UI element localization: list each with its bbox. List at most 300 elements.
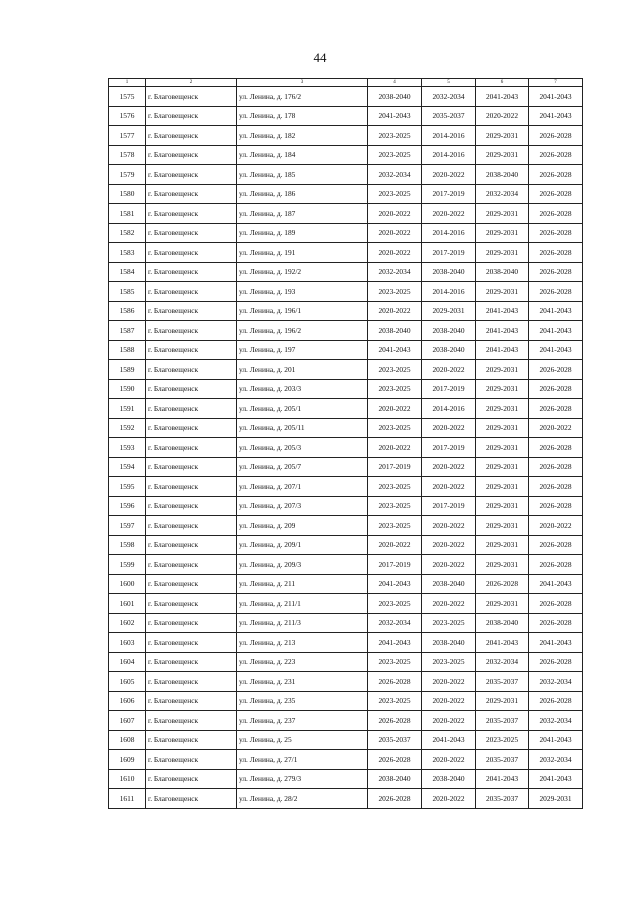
address-cell: ул. Ленина, д. 209/1: [237, 535, 368, 555]
row-number: 1593: [109, 438, 146, 458]
period-cell-7: 2041-2043: [529, 106, 583, 126]
period-cell-7: 2020-2022: [529, 516, 583, 536]
table-row: [109, 360, 583, 380]
row-number: 1611: [109, 789, 146, 809]
address-cell: ул. Ленина, д. 176/2: [237, 87, 368, 107]
period-cell-4: 2020-2022: [368, 301, 422, 321]
address-cell: ул. Ленина, д. 185: [237, 165, 368, 185]
period-cell-4: 2041-2043: [368, 340, 422, 360]
address-cell: ул. Ленина, д. 197: [237, 340, 368, 360]
period-cell-7: 2041-2043: [529, 321, 583, 341]
period-cell-5: 2038-2040: [422, 321, 476, 341]
address-cell: ул. Ленина, д. 213: [237, 633, 368, 653]
table-row: [109, 789, 583, 809]
table-row: [109, 87, 583, 107]
period-cell-6: 2029-2031: [476, 477, 529, 497]
period-cell-6: 2032-2034: [476, 652, 529, 672]
address-cell: ул. Ленина, д. 209/3: [237, 555, 368, 575]
period-cell-4: 2032-2034: [368, 262, 422, 282]
period-cell-5: 2020-2022: [422, 165, 476, 185]
period-cell-6: 2029-2031: [476, 204, 529, 224]
period-cell-5: 2020-2022: [422, 516, 476, 536]
city-cell: г. Благовещенск: [146, 769, 237, 789]
column-number-4: 4: [368, 79, 422, 87]
period-cell-4: 2026-2028: [368, 750, 422, 770]
period-cell-4: 2023-2025: [368, 184, 422, 204]
period-cell-5: 2020-2022: [422, 204, 476, 224]
address-cell: ул. Ленина, д. 205/11: [237, 418, 368, 438]
table-row: [109, 262, 583, 282]
table-row: [109, 477, 583, 497]
period-cell-5: 2020-2022: [422, 360, 476, 380]
row-number: 1579: [109, 165, 146, 185]
period-cell-7: 2032-2034: [529, 750, 583, 770]
period-cell-5: 2017-2019: [422, 438, 476, 458]
city-cell: г. Благовещенск: [146, 106, 237, 126]
city-cell: г. Благовещенск: [146, 652, 237, 672]
period-cell-5: 2014-2016: [422, 282, 476, 302]
address-cell: ул. Ленина, д. 184: [237, 145, 368, 165]
city-cell: г. Благовещенск: [146, 418, 237, 438]
period-cell-4: 2020-2022: [368, 223, 422, 243]
city-cell: г. Благовещенск: [146, 301, 237, 321]
period-cell-4: 2023-2025: [368, 282, 422, 302]
address-cell: ул. Ленина, д. 205/3: [237, 438, 368, 458]
table-row: [109, 457, 583, 477]
period-cell-5: 2020-2022: [422, 711, 476, 731]
address-cell: ул. Ленина, д. 209: [237, 516, 368, 536]
period-cell-7: 2026-2028: [529, 145, 583, 165]
period-cell-5: 2020-2022: [422, 691, 476, 711]
period-cell-4: 2023-2025: [368, 418, 422, 438]
address-cell: ул. Ленина, д. 207/3: [237, 496, 368, 516]
period-cell-6: 2029-2031: [476, 691, 529, 711]
period-cell-4: 2026-2028: [368, 672, 422, 692]
period-cell-5: 2023-2025: [422, 613, 476, 633]
period-cell-6: 2029-2031: [476, 379, 529, 399]
row-number: 1583: [109, 243, 146, 263]
city-cell: г. Благовещенск: [146, 594, 237, 614]
row-number: 1590: [109, 379, 146, 399]
city-cell: г. Благовещенск: [146, 691, 237, 711]
row-number: 1600: [109, 574, 146, 594]
period-cell-7: 2041-2043: [529, 769, 583, 789]
row-number: 1581: [109, 204, 146, 224]
period-cell-6: 2032-2034: [476, 184, 529, 204]
row-number: 1591: [109, 399, 146, 419]
table-row: [109, 496, 583, 516]
period-cell-5: 2038-2040: [422, 633, 476, 653]
row-number: 1588: [109, 340, 146, 360]
address-cell: ул. Ленина, д. 279/3: [237, 769, 368, 789]
period-cell-6: 2035-2037: [476, 711, 529, 731]
period-cell-7: 2026-2028: [529, 243, 583, 263]
address-cell: ул. Ленина, д. 231: [237, 672, 368, 692]
row-number: 1578: [109, 145, 146, 165]
address-cell: ул. Ленина, д. 27/1: [237, 750, 368, 770]
city-cell: г. Благовещенск: [146, 711, 237, 731]
city-cell: г. Благовещенск: [146, 145, 237, 165]
row-number: 1577: [109, 126, 146, 146]
period-cell-6: 2041-2043: [476, 301, 529, 321]
row-number: 1610: [109, 769, 146, 789]
period-cell-6: 2041-2043: [476, 321, 529, 341]
city-cell: г. Благовещенск: [146, 672, 237, 692]
city-cell: г. Благовещенск: [146, 126, 237, 146]
period-cell-5: 2017-2019: [422, 243, 476, 263]
period-cell-7: 2032-2034: [529, 672, 583, 692]
row-number: 1602: [109, 613, 146, 633]
row-number: 1586: [109, 301, 146, 321]
column-number-6: 6: [476, 79, 529, 87]
period-cell-5: 2020-2022: [422, 672, 476, 692]
period-cell-4: 2023-2025: [368, 652, 422, 672]
city-cell: г. Благовещенск: [146, 321, 237, 341]
table-row: [109, 672, 583, 692]
period-cell-5: 2041-2043: [422, 730, 476, 750]
period-cell-5: 2017-2019: [422, 379, 476, 399]
row-number: 1580: [109, 184, 146, 204]
city-cell: г. Благовещенск: [146, 399, 237, 419]
period-cell-7: 2041-2043: [529, 574, 583, 594]
table-row: [109, 301, 583, 321]
address-cell: ул. Ленина, д. 237: [237, 711, 368, 731]
row-number: 1598: [109, 535, 146, 555]
period-cell-5: 2029-2031: [422, 301, 476, 321]
period-cell-5: 2014-2016: [422, 223, 476, 243]
period-cell-4: 2032-2034: [368, 613, 422, 633]
table-row: [109, 438, 583, 458]
period-cell-4: 2023-2025: [368, 379, 422, 399]
table-row: [109, 633, 583, 653]
row-number: 1606: [109, 691, 146, 711]
table-row: [109, 321, 583, 341]
period-cell-7: 2026-2028: [529, 555, 583, 575]
period-cell-5: 2038-2040: [422, 262, 476, 282]
period-cell-5: 2023-2025: [422, 652, 476, 672]
city-cell: г. Благовещенск: [146, 477, 237, 497]
row-number: 1575: [109, 87, 146, 107]
period-cell-7: 2026-2028: [529, 184, 583, 204]
period-cell-5: 2020-2022: [422, 477, 476, 497]
row-number: 1597: [109, 516, 146, 536]
period-cell-6: 2029-2031: [476, 594, 529, 614]
table-row: [109, 418, 583, 438]
period-cell-5: 2020-2022: [422, 418, 476, 438]
period-cell-7: 2026-2028: [529, 594, 583, 614]
table-row: [109, 379, 583, 399]
period-cell-4: 2041-2043: [368, 633, 422, 653]
city-cell: г. Благовещенск: [146, 165, 237, 185]
column-number-2: 2: [146, 79, 237, 87]
period-cell-6: 2029-2031: [476, 555, 529, 575]
period-cell-4: 2023-2025: [368, 477, 422, 497]
row-number: 1594: [109, 457, 146, 477]
period-cell-6: 2038-2040: [476, 613, 529, 633]
period-cell-4: 2017-2019: [368, 555, 422, 575]
period-cell-7: 2026-2028: [529, 282, 583, 302]
period-cell-7: 2041-2043: [529, 87, 583, 107]
row-number: 1585: [109, 282, 146, 302]
period-cell-4: 2035-2037: [368, 730, 422, 750]
period-cell-7: 2026-2028: [529, 535, 583, 555]
period-cell-5: 2020-2022: [422, 457, 476, 477]
period-cell-4: 2017-2019: [368, 457, 422, 477]
table-row: [109, 730, 583, 750]
city-cell: г. Благовещенск: [146, 789, 237, 809]
address-cell: ул. Ленина, д. 196/1: [237, 301, 368, 321]
period-cell-6: 2029-2031: [476, 496, 529, 516]
table-row: [109, 106, 583, 126]
period-cell-4: 2023-2025: [368, 516, 422, 536]
period-cell-6: 2038-2040: [476, 262, 529, 282]
city-cell: г. Благовещенск: [146, 204, 237, 224]
period-cell-4: 2032-2034: [368, 165, 422, 185]
address-cell: ул. Ленина, д. 25: [237, 730, 368, 750]
period-cell-4: 2023-2025: [368, 594, 422, 614]
period-cell-4: 2020-2022: [368, 535, 422, 555]
period-cell-5: 2014-2016: [422, 145, 476, 165]
period-cell-6: 2038-2040: [476, 165, 529, 185]
address-cell: ул. Ленина, д. 189: [237, 223, 368, 243]
period-cell-6: 2029-2031: [476, 126, 529, 146]
column-number-1: 1: [109, 79, 146, 87]
row-number: 1603: [109, 633, 146, 653]
period-cell-5: 2032-2034: [422, 87, 476, 107]
row-number: 1596: [109, 496, 146, 516]
period-cell-7: 2026-2028: [529, 691, 583, 711]
period-cell-6: 2026-2028: [476, 574, 529, 594]
period-cell-6: 2029-2031: [476, 282, 529, 302]
city-cell: г. Благовещенск: [146, 223, 237, 243]
column-number-row: [109, 79, 583, 87]
period-cell-7: 2026-2028: [529, 399, 583, 419]
period-cell-6: 2029-2031: [476, 535, 529, 555]
city-cell: г. Благовещенск: [146, 340, 237, 360]
period-cell-5: 2017-2019: [422, 184, 476, 204]
column-number-3: 3: [237, 79, 368, 87]
period-cell-6: 2035-2037: [476, 672, 529, 692]
period-cell-7: 2026-2028: [529, 262, 583, 282]
city-cell: г. Благовещенск: [146, 87, 237, 107]
period-cell-7: 2026-2028: [529, 477, 583, 497]
table-row: [109, 555, 583, 575]
address-cell: ул. Ленина, д. 187: [237, 204, 368, 224]
period-cell-4: 2023-2025: [368, 360, 422, 380]
period-cell-4: 2026-2028: [368, 711, 422, 731]
period-cell-4: 2041-2043: [368, 106, 422, 126]
city-cell: г. Благовещенск: [146, 438, 237, 458]
period-cell-6: 2035-2037: [476, 789, 529, 809]
table-body: [109, 79, 583, 809]
table-row: [109, 184, 583, 204]
period-cell-5: 2014-2016: [422, 126, 476, 146]
period-cell-5: 2020-2022: [422, 594, 476, 614]
page-number: 44: [313, 50, 327, 65]
row-number: 1608: [109, 730, 146, 750]
table-row: [109, 282, 583, 302]
table-row: [109, 516, 583, 536]
period-cell-7: 2041-2043: [529, 633, 583, 653]
period-cell-5: 2020-2022: [422, 789, 476, 809]
row-number: 1589: [109, 360, 146, 380]
period-cell-7: 2041-2043: [529, 301, 583, 321]
table-row: [109, 535, 583, 555]
period-cell-6: 2041-2043: [476, 87, 529, 107]
table-row: [109, 691, 583, 711]
period-cell-4: 2038-2040: [368, 87, 422, 107]
address-cell: ул. Ленина, д. 211/3: [237, 613, 368, 633]
city-cell: г. Благовещенск: [146, 555, 237, 575]
row-number: 1576: [109, 106, 146, 126]
table-row: [109, 574, 583, 594]
table-row: [109, 243, 583, 263]
period-cell-6: 2029-2031: [476, 516, 529, 536]
column-number-5: 5: [422, 79, 476, 87]
period-cell-6: 2041-2043: [476, 769, 529, 789]
city-cell: г. Благовещенск: [146, 750, 237, 770]
period-cell-7: 2026-2028: [529, 223, 583, 243]
address-cell: ул. Ленина, д. 193: [237, 282, 368, 302]
period-cell-7: 2026-2028: [529, 165, 583, 185]
period-cell-6: 2023-2025: [476, 730, 529, 750]
table-row: [109, 652, 583, 672]
address-cell: ул. Ленина, д. 205/7: [237, 457, 368, 477]
period-cell-4: 2020-2022: [368, 243, 422, 263]
period-cell-7: 2041-2043: [529, 730, 583, 750]
table-row: [109, 204, 583, 224]
period-cell-7: 2026-2028: [529, 613, 583, 633]
period-cell-6: 2029-2031: [476, 223, 529, 243]
city-cell: г. Благовещенск: [146, 574, 237, 594]
address-cell: ул. Ленина, д. 211: [237, 574, 368, 594]
city-cell: г. Благовещенск: [146, 496, 237, 516]
row-number: 1582: [109, 223, 146, 243]
address-cell: ул. Ленина, д. 196/2: [237, 321, 368, 341]
period-cell-7: 2041-2043: [529, 340, 583, 360]
city-cell: г. Благовещенск: [146, 184, 237, 204]
row-number: 1604: [109, 652, 146, 672]
period-cell-6: 2029-2031: [476, 418, 529, 438]
period-cell-5: 2020-2022: [422, 555, 476, 575]
row-number: 1609: [109, 750, 146, 770]
address-cell: ул. Ленина, д. 207/1: [237, 477, 368, 497]
period-cell-7: 2026-2028: [529, 457, 583, 477]
period-cell-7: 2026-2028: [529, 496, 583, 516]
period-cell-7: 2026-2028: [529, 379, 583, 399]
table-row: [109, 223, 583, 243]
period-cell-6: 2029-2031: [476, 438, 529, 458]
row-number: 1584: [109, 262, 146, 282]
address-cell: ул. Ленина, д. 223: [237, 652, 368, 672]
period-cell-7: 2020-2022: [529, 418, 583, 438]
address-cell: ул. Ленина, д. 182: [237, 126, 368, 146]
period-cell-4: 2038-2040: [368, 769, 422, 789]
period-cell-5: 2038-2040: [422, 340, 476, 360]
address-cell: ул. Ленина, д. 235: [237, 691, 368, 711]
table-row: [109, 165, 583, 185]
city-cell: г. Благовещенск: [146, 243, 237, 263]
period-cell-6: 2041-2043: [476, 633, 529, 653]
city-cell: г. Благовещенск: [146, 613, 237, 633]
city-cell: г. Благовещенск: [146, 730, 237, 750]
period-cell-7: 2026-2028: [529, 360, 583, 380]
period-cell-5: 2017-2019: [422, 496, 476, 516]
period-cell-5: 2038-2040: [422, 574, 476, 594]
address-cell: ул. Ленина, д. 201: [237, 360, 368, 380]
period-cell-7: 2029-2031: [529, 789, 583, 809]
period-cell-6: 2029-2031: [476, 360, 529, 380]
city-cell: г. Благовещенск: [146, 282, 237, 302]
table-row: [109, 145, 583, 165]
city-cell: г. Благовещенск: [146, 360, 237, 380]
table-row: [109, 399, 583, 419]
period-cell-4: 2023-2025: [368, 691, 422, 711]
housing-repair-schedule-table: [108, 78, 583, 809]
period-cell-4: 2020-2022: [368, 399, 422, 419]
period-cell-5: 2014-2016: [422, 399, 476, 419]
row-number: 1601: [109, 594, 146, 614]
city-cell: г. Благовещенск: [146, 262, 237, 282]
period-cell-4: 2041-2043: [368, 574, 422, 594]
period-cell-6: 2029-2031: [476, 243, 529, 263]
table-row: [109, 126, 583, 146]
period-cell-7: 2032-2034: [529, 711, 583, 731]
table-row: [109, 769, 583, 789]
period-cell-6: 2041-2043: [476, 340, 529, 360]
table-row: [109, 711, 583, 731]
address-cell: ул. Ленина, д. 28/2: [237, 789, 368, 809]
table-row: [109, 594, 583, 614]
period-cell-4: 2038-2040: [368, 321, 422, 341]
period-cell-4: 2023-2025: [368, 145, 422, 165]
table-row: [109, 613, 583, 633]
row-number: 1607: [109, 711, 146, 731]
period-cell-4: 2026-2028: [368, 789, 422, 809]
row-number: 1595: [109, 477, 146, 497]
period-cell-7: 2026-2028: [529, 438, 583, 458]
city-cell: г. Благовещенск: [146, 516, 237, 536]
row-number: 1599: [109, 555, 146, 575]
address-cell: ул. Ленина, д. 186: [237, 184, 368, 204]
period-cell-7: 2026-2028: [529, 126, 583, 146]
city-cell: г. Благовещенск: [146, 379, 237, 399]
table-row: [109, 340, 583, 360]
city-cell: г. Благовещенск: [146, 633, 237, 653]
period-cell-4: 2023-2025: [368, 496, 422, 516]
period-cell-4: 2020-2022: [368, 204, 422, 224]
period-cell-6: 2029-2031: [476, 145, 529, 165]
period-cell-5: 2020-2022: [422, 535, 476, 555]
city-cell: г. Благовещенск: [146, 535, 237, 555]
address-cell: ул. Ленина, д. 192/2: [237, 262, 368, 282]
address-cell: ул. Ленина, д. 178: [237, 106, 368, 126]
column-number-7: 7: [529, 79, 583, 87]
address-cell: ул. Ленина, д. 203/3: [237, 379, 368, 399]
period-cell-6: 2035-2037: [476, 750, 529, 770]
city-cell: г. Благовещенск: [146, 457, 237, 477]
table-row: [109, 750, 583, 770]
period-cell-7: 2026-2028: [529, 652, 583, 672]
period-cell-4: 2023-2025: [368, 126, 422, 146]
period-cell-5: 2038-2040: [422, 769, 476, 789]
period-cell-6: 2029-2031: [476, 457, 529, 477]
period-cell-5: 2020-2022: [422, 750, 476, 770]
address-cell: ул. Ленина, д. 211/1: [237, 594, 368, 614]
period-cell-7: 2026-2028: [529, 204, 583, 224]
row-number: 1592: [109, 418, 146, 438]
address-cell: ул. Ленина, д. 191: [237, 243, 368, 263]
